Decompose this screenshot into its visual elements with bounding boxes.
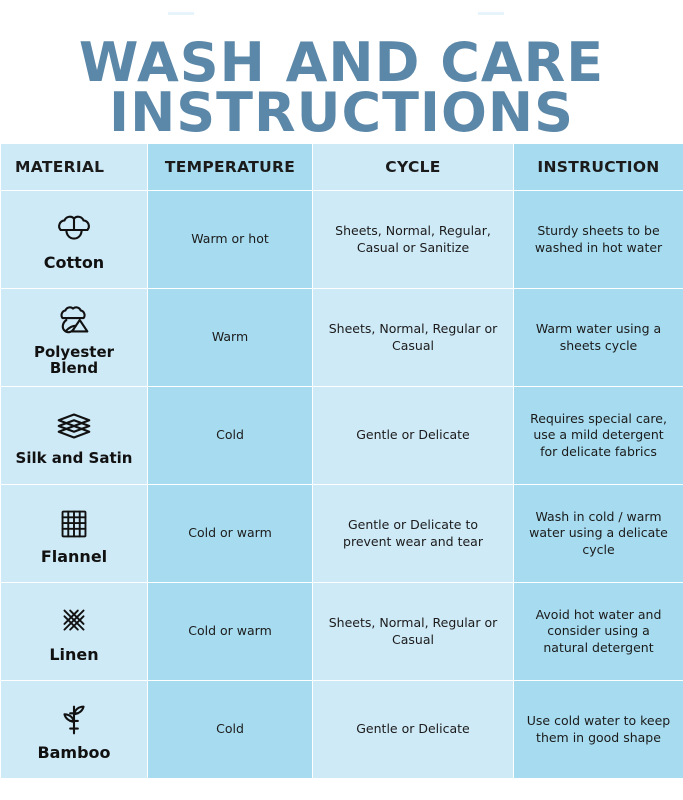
instruction-cell: Warm water using a sheets cycle bbox=[514, 289, 683, 387]
temperature-cell: Cold bbox=[148, 681, 313, 779]
instruction-cell: Use cold water to keep them in good shape bbox=[514, 681, 683, 779]
temperature-cell: Warm or hot bbox=[148, 191, 313, 289]
instruction-cell: Requires special care, use a mild detergent for delicate fabrics bbox=[514, 387, 683, 485]
material-label: Cotton bbox=[43, 252, 105, 272]
material-label: Linen bbox=[49, 644, 99, 664]
table-row bbox=[1, 485, 683, 583]
material-label: Silk and Satin bbox=[15, 449, 133, 468]
flannel-grid-icon bbox=[51, 503, 97, 545]
table-row bbox=[1, 681, 683, 779]
page-title bbox=[0, 0, 683, 143]
cycle-cell: Gentle or Delicate bbox=[313, 387, 514, 485]
table-row bbox=[1, 387, 683, 485]
temperature-cell: Cold or warm bbox=[148, 485, 313, 583]
material-cell bbox=[1, 387, 148, 485]
instruction-cell: Avoid hot water and consider using a natural detergent bbox=[514, 583, 683, 681]
bamboo-stalk-icon bbox=[51, 699, 97, 741]
column-header-cycle: CYCLE bbox=[313, 144, 514, 191]
temperature-cell: Warm bbox=[148, 289, 313, 387]
cotton-boll-icon bbox=[51, 209, 97, 251]
table-row bbox=[1, 191, 683, 289]
folded-fabric-icon bbox=[51, 405, 97, 447]
column-header-material: MATERIAL bbox=[1, 144, 148, 191]
table-row bbox=[1, 583, 683, 681]
table-row bbox=[1, 289, 683, 387]
cycle-cell: Gentle or Delicate bbox=[313, 681, 514, 779]
material-label: Polyester Blend bbox=[33, 343, 115, 378]
material-label: Bamboo bbox=[37, 742, 111, 762]
material-cell bbox=[1, 681, 148, 779]
temperature-cell: Cold bbox=[148, 387, 313, 485]
temperature-cell: Cold or warm bbox=[148, 583, 313, 681]
decorative-mark-left bbox=[168, 12, 194, 15]
instruction-cell: Sturdy sheets to be washed in hot water bbox=[514, 191, 683, 289]
title-line-1: WASH AND CARE bbox=[78, 31, 605, 94]
material-cell bbox=[1, 583, 148, 681]
material-label: Flannel bbox=[40, 546, 108, 566]
cycle-cell: Sheets, Normal, Regular or Casual bbox=[313, 583, 514, 681]
instruction-cell: Wash in cold / warm water using a delicate cycle bbox=[514, 485, 683, 583]
column-header-instruction: INSTRUCTION bbox=[514, 144, 683, 191]
title-line-2: INSTRUCTIONS bbox=[109, 80, 574, 144]
table-header-row bbox=[1, 144, 683, 191]
column-header-temperature: TEMPERATURE bbox=[148, 144, 313, 191]
cycle-cell: Gentle or Delicate to prevent wear and tear bbox=[313, 485, 514, 583]
care-instructions-table bbox=[0, 143, 683, 779]
material-cell bbox=[1, 485, 148, 583]
material-cell bbox=[1, 289, 148, 387]
material-cell bbox=[1, 191, 148, 289]
cycle-cell: Sheets, Normal, Regular or Casual bbox=[313, 289, 514, 387]
decorative-mark-right bbox=[478, 12, 504, 15]
linen-weave-icon bbox=[51, 601, 97, 643]
polyester-blend-icon bbox=[51, 299, 97, 341]
cycle-cell: Sheets, Normal, Regular, Casual or Sanitize bbox=[313, 191, 514, 289]
